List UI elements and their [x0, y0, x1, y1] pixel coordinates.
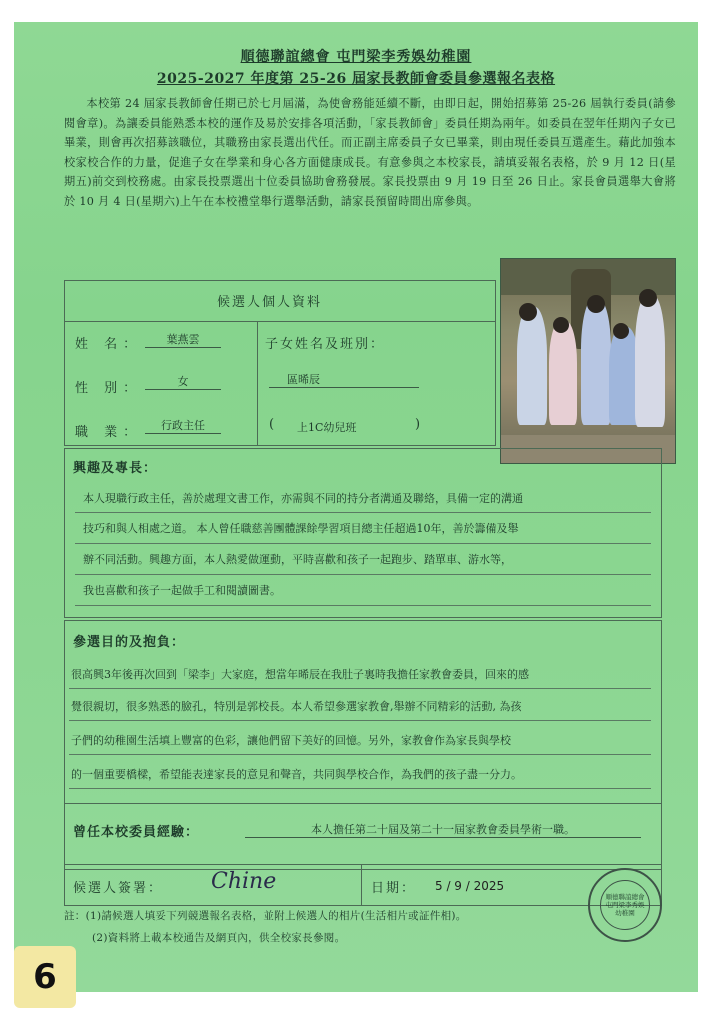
- aims-line: 很高興3年後再次回到「梁李」大家庭，想當年晞辰在我肚子裏時我擔任家教會委員，回來的感: [71, 668, 529, 681]
- interests-line: 本人現職行政主任，善於處理文書工作，亦需與不同的持分者溝通及聯絡，具備一定的溝通: [83, 492, 523, 505]
- name-value: 葉燕雲: [145, 331, 221, 348]
- aims-box: [64, 620, 662, 870]
- school-stamp: [588, 868, 662, 942]
- school-name: 順德聯誼總會 屯門梁李秀娛幼稚園: [240, 49, 472, 65]
- page-number-badge: 6: [14, 946, 76, 1008]
- note-2: (2)資料將上載本校通告及網頁內，供全校家長參閱。: [92, 932, 346, 944]
- intro-paragraph: 本校第 24 屆家長教師會任期已於七月屆滿，為使會務能延續不斷，由即日起，開始招募第 25-26 屆執行委員(請參閱會章)。為讓委員能熟悉本校的運作及易於安排各項活動，「家長教師會」委員任期為兩年。如委員在翌年任期內子女已畢業，則會再次招募該職位，其職務由家長選出代任。而正副主席委員子女已畢業，則由現任委員互選產生。藉此加強本校家校合作的力量，促進子女在學業和身心各方面健康成長。有意參與之本校家長，請填妥報名表格，於 9 月 12 日(星期五)前交到校務處。由家長投票選出十位委員協助會務發展。家長投票由 9 月 19 日至 26 日止。家長會員選舉大會將於 10 月 4 日(星期六)上午在本校禮堂舉行選舉活動，請家長預留時間出席參與。: [64, 97, 676, 208]
- date-label: 日期：: [371, 881, 417, 896]
- class-close: ): [415, 417, 421, 432]
- stamp-line: 順德聯誼總會: [605, 893, 645, 901]
- aims-line: 子們的幼稚園生活填上豐富的色彩，讓他們留下美好的回憶。另外，家教會作為家長與學校: [71, 734, 511, 747]
- form-title: 2025-2027 年度第 25-26 屆家長教師會委員參選報名表格: [156, 71, 556, 87]
- name-label: 姓 名：: [75, 337, 143, 352]
- interests-box: [64, 448, 662, 618]
- aims-line: 覺很親切，很多熟悉的臉孔，特別是郭校長。本人希望參選家教會,舉辦不同精彩的活動, 為孩: [71, 700, 522, 713]
- aims-title: 參選目的及抱負：: [73, 635, 186, 650]
- candidate-photo: [500, 258, 676, 464]
- gender-label: 性 別：: [75, 381, 143, 396]
- child-label: 子女姓名及班別：: [265, 337, 386, 352]
- interests-title: 興趣及專長：: [73, 461, 158, 476]
- interests-line: 辦不同活動。興趣方面，本人熱愛做運動，平時喜歡和孩子一起跑步、踏單車、游水等，: [83, 553, 512, 566]
- occupation-value: 行政主任: [145, 417, 221, 434]
- signature-box: [64, 864, 662, 906]
- stamp-line: 屯門梁李秀娛: [605, 901, 645, 909]
- aims-line: 的一個重要橋樑，希望能表達家長的意見和聲音，共同與學校合作，為我們的孩子盡一分力。: [71, 768, 522, 781]
- note-1: 註：(1)請候選人填妥下列競選報名表格，並附上候選人的相片(生活相片或証件相)。: [64, 910, 467, 922]
- interests-line: 我也喜歡和孩子一起做手工和閱讀圖書。: [83, 584, 281, 597]
- candidate-section-title: 候選人個人資料: [217, 295, 323, 310]
- interests-line: 技巧和與人相處之道。 本人曾任職慈善團體課餘學習項目總主任超過10年，善於籌備及舉: [83, 522, 519, 535]
- gender-value: 女: [145, 373, 221, 390]
- occupation-label: 職 業：: [75, 425, 143, 440]
- form-sheet: [14, 22, 698, 992]
- signature-scribble: Chine: [211, 869, 277, 894]
- experience-value: 本人擔任第二十屆及第二十一屆家教會委員學術一職。: [245, 821, 641, 838]
- signature-label: 候選人簽署：: [73, 881, 164, 896]
- candidate-info-box: [64, 280, 496, 446]
- stamp-line: 幼稚園: [615, 909, 635, 917]
- experience-label: 曾任本校委員經驗：: [73, 825, 200, 840]
- date-value: 5 / 9 / 2025: [435, 879, 505, 893]
- class-open: (: [269, 417, 275, 432]
- child-name: 區晞辰: [269, 371, 419, 388]
- child-class: 上1C幼兒班: [297, 421, 357, 434]
